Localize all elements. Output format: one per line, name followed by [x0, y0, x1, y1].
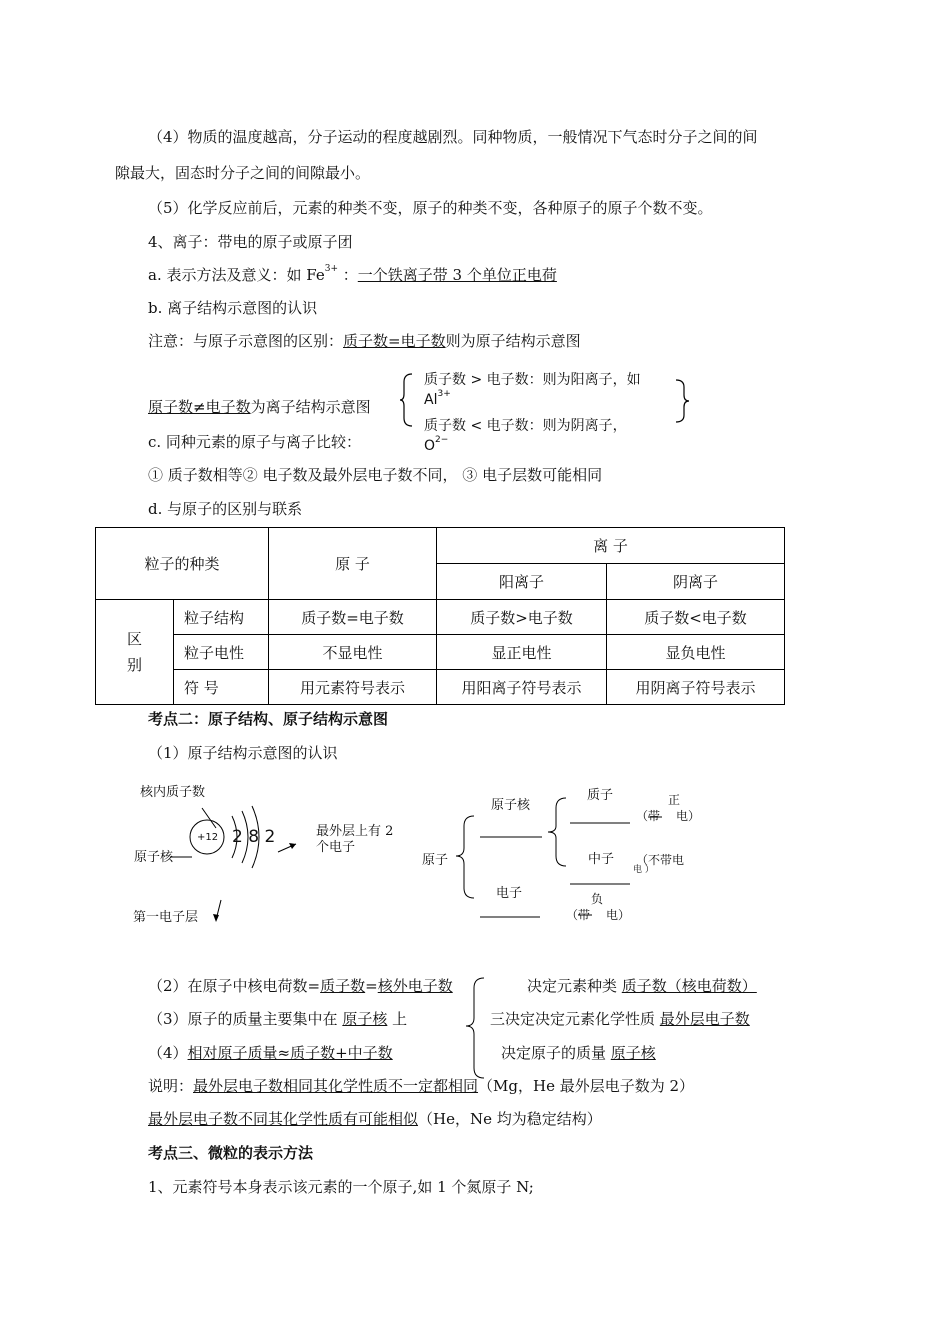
table-row: [96, 635, 785, 670]
para-5: （5）化学反应前后，元素的种类不变，原子的种类不变，各种原子的原子个数不变。: [148, 199, 713, 217]
rule-2: （2）在原子中核电荷数=质子数=核外电子数: [148, 977, 453, 995]
cell-anion: 用阴离子符号表示: [607, 670, 785, 705]
tree-positive: 正: [668, 793, 681, 807]
label-shell-electrons: 2 8 2: [232, 827, 276, 847]
label-nuclear-protons: 核内质子数: [140, 785, 206, 800]
item-c: c. 同种元素的原子与离子比较：: [148, 433, 361, 451]
tree-negative: 负: [591, 892, 604, 906]
rules-brace-icon: [460, 974, 490, 1084]
section-title-3: 考点三、微粒的表示方法: [148, 1144, 314, 1162]
row-label: 符 号: [174, 670, 269, 705]
table-row: [96, 600, 785, 635]
cell-anion: 质子数<电子数: [607, 600, 785, 635]
tree-no-charge: （不带电: [636, 853, 685, 867]
diff-label: 区 别: [96, 600, 174, 705]
label-plus12: +12: [197, 832, 219, 843]
table-row: [96, 670, 785, 705]
rule-3-right: 三决定决定元素化学性质 最外层电子数: [490, 1010, 750, 1028]
explanation-2: 最外层电子数不同其化学性质有可能相似（He，Ne 均为稳定结构）: [148, 1110, 602, 1128]
tree-charge2-close: 电）: [606, 908, 631, 922]
brace-cation-rule: 质子数 > 电子数：则为阳离子，如: [424, 372, 641, 388]
header-anion: 阴离子: [607, 564, 785, 600]
left-brace-icon: [398, 372, 418, 428]
cell-cation: 显正电性: [437, 635, 607, 670]
cell-cation: 质子数>电子数: [437, 600, 607, 635]
note-line: 注意：与原子示意图的区别：质子数=电子数则为原子结构示意图: [148, 332, 581, 350]
point-3-1: 1、元素符号本身表示该元素的一个原子,如 1 个氮原子 N;: [148, 1178, 534, 1196]
para-4-line2: 隙最大，固态时分子之间的间隙最小。: [115, 164, 371, 182]
row-label: 粒子结构: [174, 600, 269, 635]
comparison-table: [95, 527, 785, 705]
label-first-shell: 第一电子层: [133, 910, 199, 925]
brace-anion-rule: 质子数 < 电子数：则为阴离子，: [424, 418, 627, 434]
tree-proton: 质子: [587, 788, 614, 803]
cell-atom: 用元素符号表示: [269, 670, 437, 705]
item-b: b. 离子结构示意图的认识: [148, 299, 318, 317]
tree-nucleus: 原子核: [491, 798, 531, 813]
label-outer-shell-2: 个电子: [316, 840, 356, 855]
cell-atom: 质子数=电子数: [269, 600, 437, 635]
item-c-points: ① 质子数相等② 电子数及最外层电子数不同， ③ 电子层数可能相同: [148, 466, 603, 484]
header-ion: 离 子: [437, 528, 785, 564]
tree-atom: 原子: [422, 853, 449, 868]
tree-no-charge-cut: 电 ）: [633, 865, 654, 875]
rule-4-right: 决定原子的质量 原子核: [501, 1044, 656, 1062]
tree-charge2-open: （带: [566, 908, 591, 922]
para-4-line1: （4）物质的温度越高，分子运动的程度越剧烈。同种物质，一般情况下气态时分子之间的间: [148, 128, 758, 146]
tree-electron: 电子: [496, 886, 523, 901]
brace-anion-example: $O^{2-}$: [424, 435, 449, 454]
item-a: a. 表示方法及意义：如 $Fe^{3+}$ ：一个铁离子带 3 个单位正电荷: [148, 264, 557, 284]
header-particle-kind: 粒子的种类: [96, 528, 269, 600]
tree-charge-close: 电）: [676, 809, 701, 823]
header-cation: 阳离子: [437, 564, 607, 600]
section-title-2: 考点二：原子结构、原子结构示意图: [148, 710, 389, 728]
cell-anion: 显负电性: [607, 635, 785, 670]
header-atom: 原 子: [269, 528, 437, 600]
tree-neutron: 中子: [588, 852, 615, 867]
row-label: 粒子电性: [174, 635, 269, 670]
cell-atom: 不显电性: [269, 635, 437, 670]
label-outer-shell-1: 最外层上有 2: [316, 824, 394, 839]
cell-cation: 用阳离子符号表示: [437, 670, 607, 705]
explanation-1: 说明：最外层电子数相同其化学性质不一定都相同（Mg，He 最外层电子数为 2）: [148, 1077, 695, 1095]
label-nucleus: 原子核: [134, 850, 174, 865]
rule-2-right: 决定元素种类 质子数（核电荷数）: [527, 977, 757, 995]
rule-3: （3）原子的质量主要集中在 原子核 上: [148, 1010, 408, 1028]
brace-cation-example: $Al^{3+}$: [424, 389, 451, 408]
ion-diagram-rule: 原子数≠电子数为离子结构示意图: [148, 398, 371, 416]
rule-4: （4）相对原子质量≈质子数+中子数: [148, 1044, 393, 1062]
right-brace-icon: [672, 378, 692, 424]
item-d: d. 与原子的区别与联系: [148, 500, 303, 518]
tree-charge-open: （带: [636, 809, 661, 823]
section-ion-title: 4、离子：带电的原子或原子团: [148, 233, 353, 251]
sub-1: （1）原子结构示意图的认识: [148, 744, 338, 762]
